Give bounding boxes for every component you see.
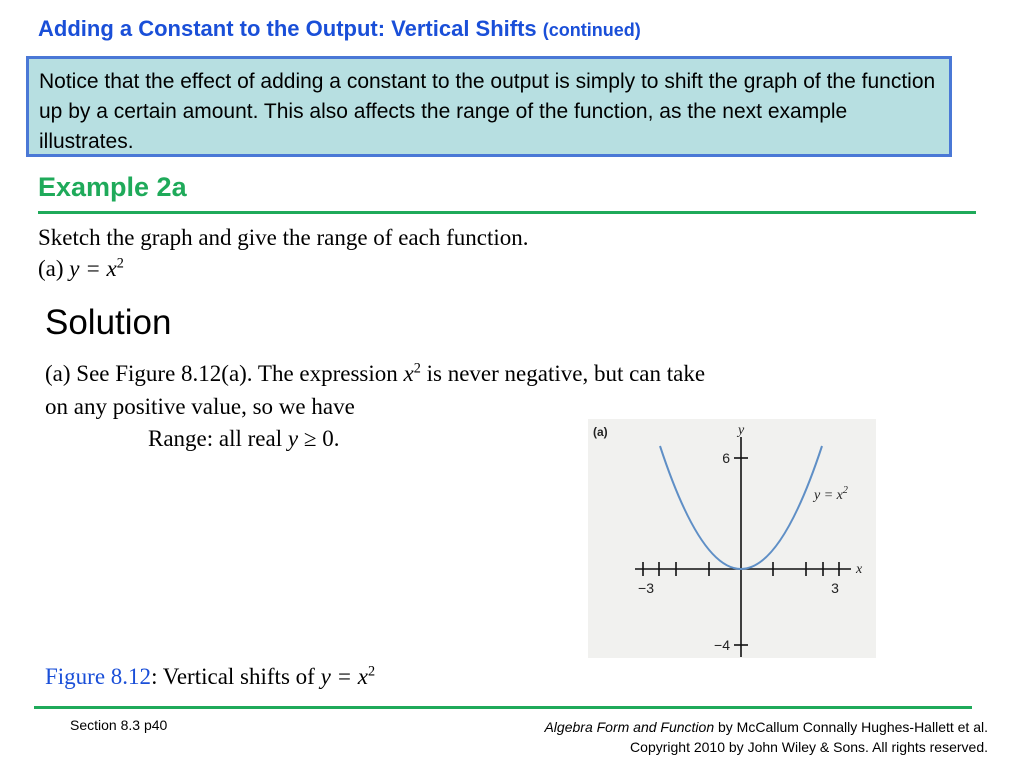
solution-line-1 (45, 357, 705, 390)
task-line-2 (38, 253, 528, 284)
range-suffix: ≥ 0. (298, 426, 340, 451)
solution-exponent: 2 (413, 360, 421, 377)
task-exponent: 2 (116, 255, 124, 272)
solution-line-2: on any positive value, so we have (45, 394, 355, 419)
curve-label (812, 485, 848, 503)
slide-title (38, 16, 641, 42)
panel-label: (a) (593, 425, 608, 439)
task-statement (38, 222, 528, 284)
example-title: Example 2a (38, 172, 187, 202)
footer-line-1 (544, 717, 988, 737)
caption-equation: y = x (320, 664, 368, 689)
footer-authors: by McCallum Connally Hughes-Hallett et al. (714, 719, 988, 735)
solution-heading: Solution (45, 303, 172, 342)
solution-part-b: is never negative, but can take (420, 361, 706, 386)
notice-box (26, 56, 952, 157)
divider-top (38, 211, 976, 214)
range-statement (148, 426, 339, 452)
range-variable: y (287, 426, 299, 451)
range-prefix: Range: all real (148, 426, 288, 451)
task-equation: y = x (69, 256, 117, 281)
caption-text: : Vertical shifts of (151, 664, 321, 689)
footer-copyright: Copyright 2010 by John Wiley & Sons. All rights reserved. (630, 739, 988, 755)
solution-part-a: (a) See Figure 8.12(a). The expression (45, 361, 404, 386)
x-axis-label: x (856, 562, 863, 577)
caption-exponent: 2 (368, 663, 376, 680)
curve-label-exponent: 2 (842, 485, 848, 496)
figure-caption (45, 664, 375, 690)
task-line-1: Sketch the graph and give the range of each function. (38, 225, 529, 250)
caption-figure-ref: Figure 8.12 (45, 664, 152, 689)
x-tick-label-left: −3 (638, 580, 654, 596)
x-tick-label-right: 3 (831, 580, 839, 596)
slide-title-main: Adding a Constant to the Output: Vertical Shifts (38, 16, 537, 41)
divider-bottom (34, 706, 972, 709)
footer-credits (544, 717, 988, 757)
solution-text (45, 357, 705, 423)
footer-section: Section 8.3 p40 (70, 717, 168, 733)
curve-label-text: y = x (814, 488, 843, 503)
footer-book-title: Algebra Form and Function (544, 719, 715, 735)
slide-title-suffix: (continued) (542, 20, 641, 40)
figure-graph (588, 419, 876, 658)
y-axis-label: y (738, 423, 745, 438)
y-tick-label-bottom: −4 (714, 637, 730, 653)
parabola-figure (588, 419, 876, 658)
task-prefix: (a) (38, 256, 70, 281)
y-tick-label-top: 6 (722, 450, 730, 466)
notice-text: Notice that the effect of adding a constant to the output is simply to shift the graph of the function up by a certain amount. This also affects the range of the function, as the next example illustrates. (39, 70, 936, 153)
solution-x: x (403, 361, 414, 386)
